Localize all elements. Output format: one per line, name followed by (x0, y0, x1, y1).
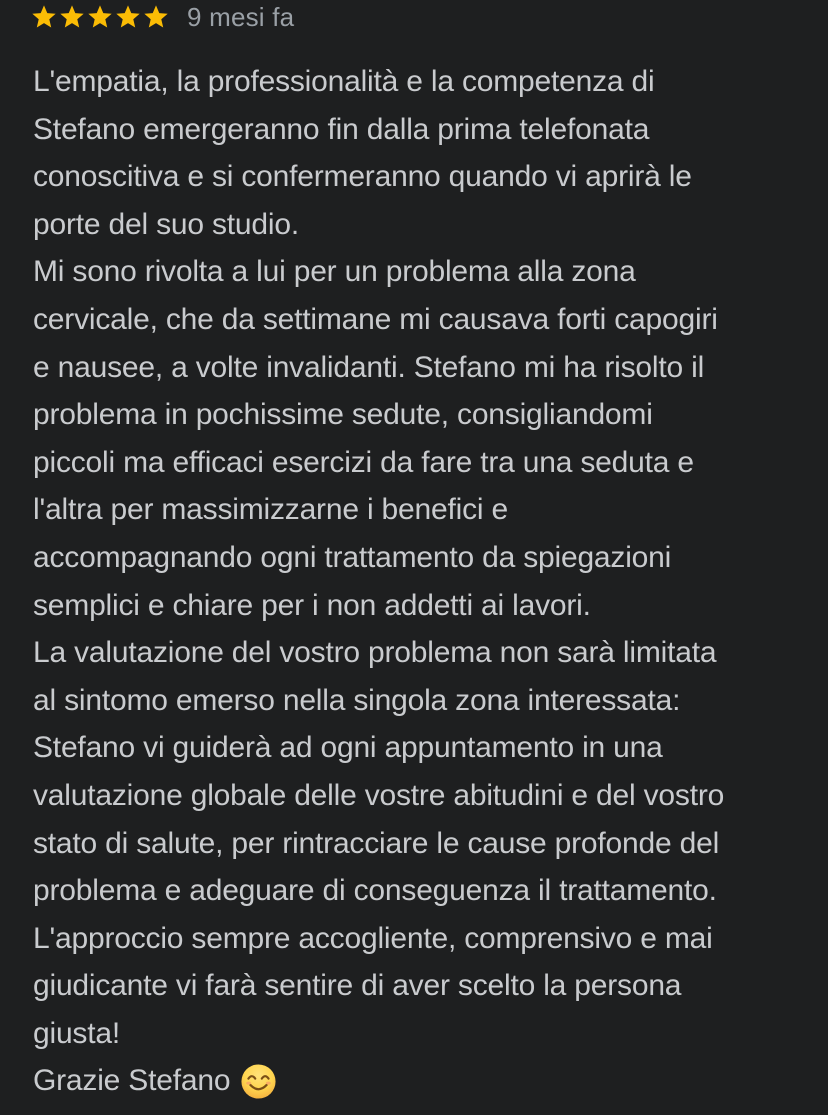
rating-row (30, 2, 800, 32)
review-line: semplici e chiare per i non addetti ai lavori. (33, 588, 591, 622)
star-icon (114, 3, 142, 31)
review-line: problema e adeguare di conseguenza il trattamento. (33, 874, 717, 908)
review-line: piccoli ma efficaci esercizi da fare tra una seduta e (33, 445, 694, 479)
star-icon (58, 3, 86, 31)
review-line: conoscitiva e si confermeranno quando vi aprirà le (33, 160, 692, 194)
review-line: e nausee, a volte invalidanti. Stefano mi ha risolto il (33, 350, 705, 384)
star-icon (142, 3, 170, 31)
review-line: Mi sono rivolta a lui per un problema alla zona (33, 255, 636, 289)
smiling-face-emoji-icon (240, 1063, 277, 1100)
review-line: porte del suo studio. (33, 207, 299, 241)
star-icon (30, 3, 58, 31)
review-line: cervicale, che da settimane mi causava forti capogiri (33, 302, 718, 336)
review-line: L'approccio sempre accogliente, comprensivo e mai (33, 921, 713, 955)
review-line: giudicante vi farà sentire di aver scelto la persona (33, 969, 682, 1003)
review-time-ago: 9 mesi fa (187, 2, 295, 32)
review-closing-line (33, 1057, 800, 1105)
review-lines (33, 58, 800, 1057)
review-line: problema in pochissime sedute, consigliandomi (33, 398, 653, 432)
star-rating (30, 3, 170, 31)
review-line: Stefano vi guiderà ad ogni appuntamento in una (33, 731, 663, 765)
review-line: L'empatia, la professionalità e la competenza di (33, 65, 655, 98)
review-line: Stefano emergeranno fin dalla prima telefonata (33, 112, 650, 146)
review-line: accompagnando ogni trattamento da spiegazioni (33, 540, 672, 574)
review-closing-text: Grazie Stefano (33, 1064, 231, 1098)
review-line: La valutazione del vostro problema non sarà limitata (33, 636, 717, 670)
review-text (33, 58, 800, 1105)
review-line: valutazione globale delle vostre abitudini e del vostro (33, 778, 725, 812)
review-line: al sintomo emerso nella singola zona interessata: (33, 683, 681, 717)
review-line: l'altra per massimizzarne i benefici e (33, 493, 508, 527)
review-line: stato di salute, per rintracciare le cause profonde del (33, 826, 720, 860)
star-icon (86, 3, 114, 31)
review-line: giusta! (33, 1016, 120, 1050)
